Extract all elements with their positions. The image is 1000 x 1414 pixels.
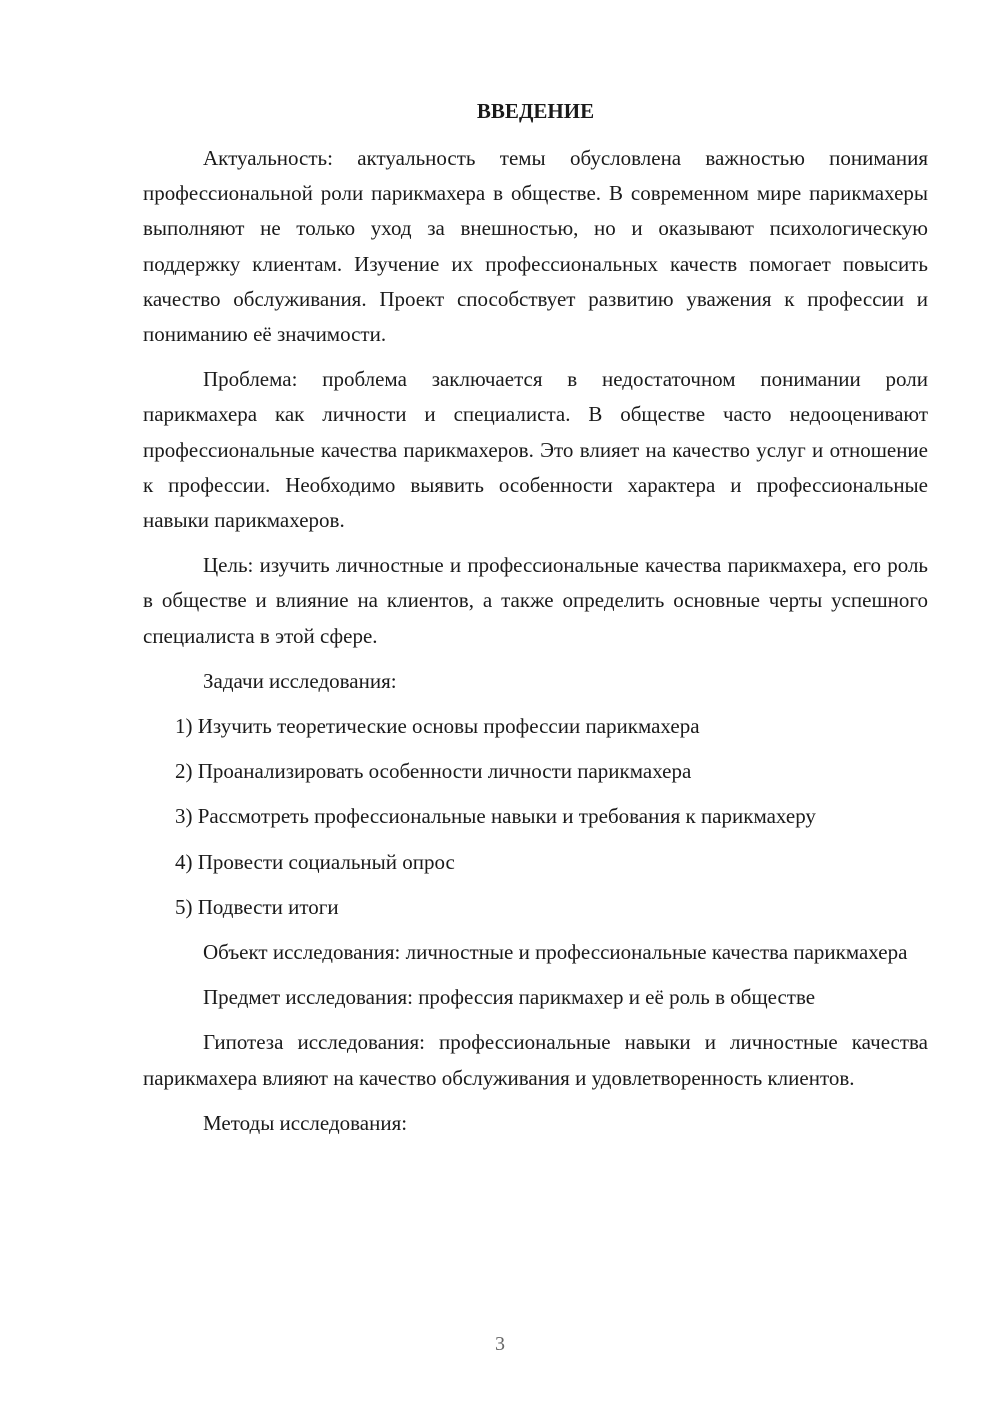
- task-item-5: 5) Подвести итоги: [175, 894, 339, 919]
- paragraph-relevance: Актуальность: актуальность темы обусловлена важностью понимания профессиональной роли парикмахера в обществе. В современном мире парикмахеры выполняют не только уход за внешностью, но и оказывают психологическую поддержку клиентам. Изучение их профессиональных качеств помогает повысить качество обслуживания. Проект способствует развитию уважения к профессии и пониманию её значимости.: [143, 146, 928, 347]
- paragraph-tasks-heading: Задачи исследования:: [203, 668, 397, 693]
- paragraph-subject: Предмет исследования: профессия парикмахер и её роль в обществе: [203, 985, 816, 1010]
- page-title: ВВЕДЕНИЕ: [476, 99, 595, 123]
- paragraph-hypothesis: Гипотеза исследования: профессиональные навыки и личностные качества парикмахера влияют на качество обслуживания и удовлетворенность клиентов.: [143, 1030, 928, 1090]
- page-number: 3: [495, 1333, 505, 1355]
- paragraph-methods: Методы исследования:: [203, 1110, 408, 1135]
- task-item-3: 3) Рассмотреть профессиональные навыки и требования к парикмахеру: [175, 804, 816, 829]
- paragraph-problem: Проблема: проблема заключается в недостаточном понимании роли парикмахера как личности и специалиста. В обществе часто недооценивают профессиональные качества парикмахеров. Это влияет на качество услуг и отношение к профессии. Необходимо выявить особенности характера и профессиональные навыки парикмахеров.: [143, 367, 928, 533]
- paragraph-goal: Цель: изучить личностные и профессиональные качества парикмахера, его роль в обществе и влияние на клиентов, а также определить основные черты успешного специалиста в этой сфере.: [143, 553, 928, 648]
- task-item-2: 2) Проанализировать особенности личности парикмахера: [175, 759, 692, 784]
- task-item-4: 4) Провести социальный опрос: [175, 849, 455, 874]
- document-body: [143, 141, 928, 1151]
- paragraph-object: Объект исследования: личностные и профессиональные качества парикмахера: [203, 940, 908, 965]
- task-item-1: 1) Изучить теоретические основы профессии парикмахера: [175, 714, 700, 739]
